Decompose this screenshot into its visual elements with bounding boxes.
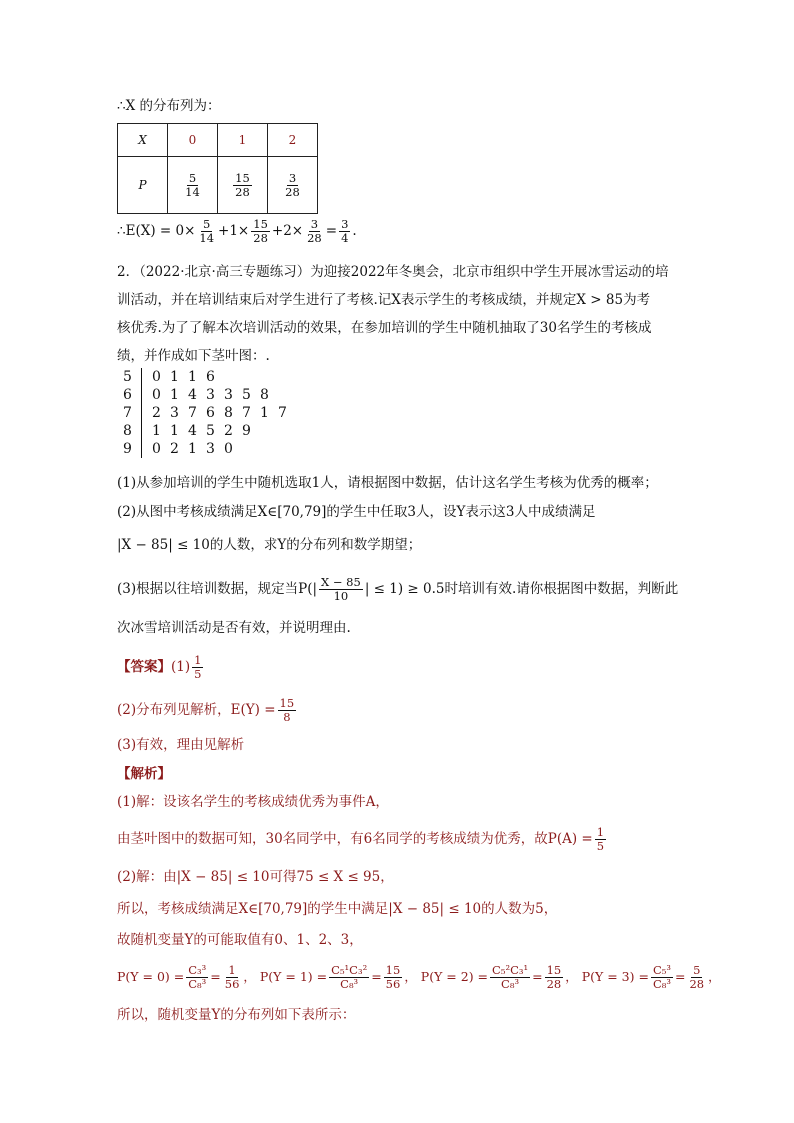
expectation-line: ∴E(X) = 0× $\frac{5}{14}$ +1× $\frac{15}{28}$ +2× $\frac{3}{28}$ = $\frac{3}{4}$ .	[117, 217, 357, 245]
answer-line-3: (3)有效，理由见解析	[117, 737, 245, 753]
solution-2d: 所以，随机变量Y的分布列如下表所示：	[117, 1007, 356, 1023]
table-cell: 2	[268, 124, 318, 157]
solution-2c: 故随机变量Y的可能取值有0、1、2、3，	[117, 932, 363, 948]
distribution-table	[117, 123, 318, 214]
table-cell: $\frac{5}{14}$	[168, 157, 218, 214]
problem-line-1: 2．（2022·北京·高三专题练习）为迎接2022年冬奥会，北京市组织中学生开展冰雪运动的培	[117, 264, 669, 280]
table-cell: 1	[218, 124, 268, 157]
problem-line-2: 训活动，并在培训结束后对学生进行了考核.记X表示学生的考核成绩，并规定X > 85为考	[117, 292, 651, 308]
solution-2b: 所以，考核成绩满足X∈[70,79]的学生中满足|X − 85| ≤ 10的人数为5，	[117, 901, 558, 917]
table-head-x: X	[118, 124, 168, 157]
table-head-p: P	[118, 157, 168, 214]
table-cell: $\frac{15}{28}$	[218, 157, 268, 214]
stem-row: 9 0 2 1 3 0	[123, 441, 233, 457]
intro-line: ∴X 的分布列为：	[117, 98, 221, 114]
problem-line-4: 绩，并作成如下茎叶图：.	[117, 348, 270, 364]
question-2b: |X − 85| ≤ 10的人数，求Y的分布列和数学期望；	[117, 537, 422, 553]
question-3a: (3)根据以往培训数据，规定当P(| $\frac{X - 85}{10}$ | ≤ 1) ≥ 0.5时培训有效.请你根据图中数据，判断此	[117, 575, 679, 603]
answer-line-1: 【答案】(1) $\frac{1}{5}$	[117, 653, 202, 681]
question-1: (1)从参加培训的学生中随机选取1人，请根据图中数据，估计这名学生考核为优秀的概率；	[117, 475, 658, 491]
problem-line-3: 核优秀.为了了解本次培训活动的效果，在参加培训的学生中随机抽取了30名学生的考核成	[117, 320, 652, 336]
table-cell: $\frac{3}{28}$	[268, 157, 318, 214]
stem-row: 8 1 1 4 5 2 9	[123, 423, 251, 439]
answer-line-2: (2)分布列见解析，E(Y) = $\frac{15}{8}$	[117, 696, 295, 724]
solution-1a: (1)解：设该名学生的考核成绩优秀为事件A，	[117, 794, 389, 810]
solution-1b: 由茎叶图中的数据可知，30名同学中，有6名同学的考核成绩为优秀，故P(A) = $\frac{1}{5}$	[117, 825, 605, 853]
question-2a: (2)从图中考核成绩满足X∈[70,79]的学生中任取3人，设Y表示这3人中成绩满足	[117, 504, 596, 520]
stem-row: 6 0 1 4 3 3 5 8	[123, 387, 269, 403]
analysis-label: 【解析】	[117, 766, 171, 782]
table-cell: 0	[168, 124, 218, 157]
question-3b: 次冰雪培训活动是否有效，并说明理由.	[117, 620, 351, 636]
stem-row: 7 2 3 7 6 8 7 1 7	[123, 405, 287, 421]
solution-2a: (2)解：由|X − 85| ≤ 10可得75 ≤ X ≤ 95，	[117, 869, 394, 885]
stem-row: 5 0 1 1 6	[123, 369, 215, 385]
stem-leaf-plot	[123, 368, 296, 458]
probability-line: P(Y = 0) = $\frac{\text{C₃³}}{\text{C₈³}}$ = $\frac{1}{56}$ ， P(Y = 1) = $\frac{\text{C₅¹C₃²}}{\text{C₈³}}$ = $\frac{15}{56}$ ， P(Y = 2) = $\frac{\text{C₅²C₃¹}}{\text{C₈³}}$ = $\frac{15}{28}$ ， P(Y = 3) = $\frac{\text{C₅³}}{\text{C₈³}}$ = $\frac{5}{28}$ ，	[117, 963, 721, 991]
